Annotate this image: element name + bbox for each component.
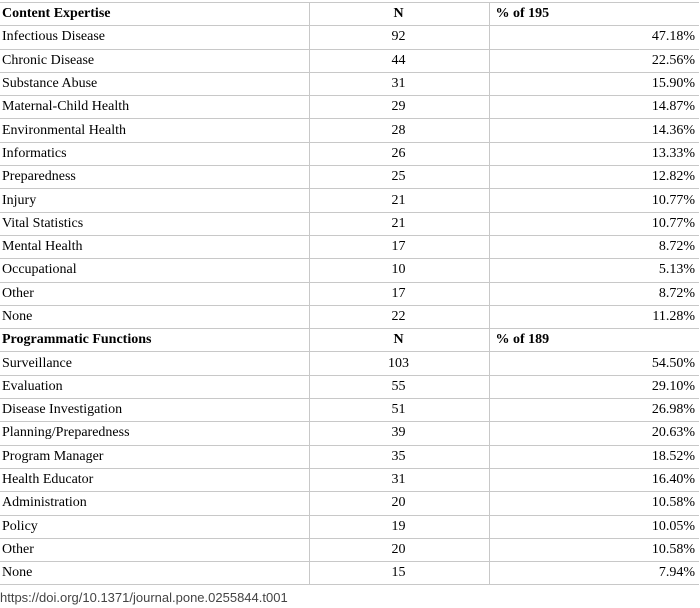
- table-row: [0, 119, 699, 142]
- row-count: 21: [309, 212, 489, 235]
- section-header-n: N: [309, 3, 489, 26]
- row-count: 39: [309, 422, 489, 445]
- row-percent: 8.72%: [489, 282, 699, 305]
- row-percent: 20.63%: [489, 422, 699, 445]
- row-label: Disease Investigation: [0, 399, 309, 422]
- row-label: Chronic Disease: [0, 49, 309, 72]
- table-body: [0, 3, 699, 585]
- row-count: 44: [309, 49, 489, 72]
- row-percent: 14.36%: [489, 119, 699, 142]
- row-count: 103: [309, 352, 489, 375]
- row-label: Program Manager: [0, 445, 309, 468]
- section-header-label: Content Expertise: [0, 3, 309, 26]
- row-percent: 5.13%: [489, 259, 699, 282]
- table-row: [0, 399, 699, 422]
- row-count: 25: [309, 166, 489, 189]
- row-percent: 10.58%: [489, 538, 699, 561]
- table-row: [0, 49, 699, 72]
- row-count: 51: [309, 399, 489, 422]
- table-row: [0, 235, 699, 258]
- row-label: Preparedness: [0, 166, 309, 189]
- table-row: [0, 96, 699, 119]
- table-row: [0, 422, 699, 445]
- row-percent: 8.72%: [489, 235, 699, 258]
- row-label: Vital Statistics: [0, 212, 309, 235]
- row-count: 28: [309, 119, 489, 142]
- row-count: 31: [309, 468, 489, 491]
- row-count: 29: [309, 96, 489, 119]
- row-label: Policy: [0, 515, 309, 538]
- row-percent: 10.77%: [489, 189, 699, 212]
- table-row: [0, 352, 699, 375]
- row-percent: 11.28%: [489, 305, 699, 328]
- row-count: 15: [309, 562, 489, 585]
- doi-link[interactable]: https://doi.org/10.1371/journal.pone.0255844.t001: [0, 590, 288, 605]
- row-label: Surveillance: [0, 352, 309, 375]
- row-count: 22: [309, 305, 489, 328]
- table-row: [0, 142, 699, 165]
- row-count: 35: [309, 445, 489, 468]
- row-count: 26: [309, 142, 489, 165]
- table-row: [0, 562, 699, 585]
- row-label: Substance Abuse: [0, 72, 309, 95]
- row-label: Other: [0, 538, 309, 561]
- table-row: [0, 166, 699, 189]
- row-label: Planning/Preparedness: [0, 422, 309, 445]
- row-percent: 54.50%: [489, 352, 699, 375]
- expertise-functions-table: [0, 2, 699, 585]
- row-label: Infectious Disease: [0, 26, 309, 49]
- row-percent: 15.90%: [489, 72, 699, 95]
- row-count: 55: [309, 375, 489, 398]
- row-label: Maternal-Child Health: [0, 96, 309, 119]
- row-percent: 12.82%: [489, 166, 699, 189]
- section-header-row: [0, 329, 699, 352]
- row-label: Other: [0, 282, 309, 305]
- row-label: None: [0, 562, 309, 585]
- table-row: [0, 305, 699, 328]
- row-count: 31: [309, 72, 489, 95]
- table-row: [0, 492, 699, 515]
- row-count: 20: [309, 492, 489, 515]
- row-percent: 10.05%: [489, 515, 699, 538]
- row-count: 92: [309, 26, 489, 49]
- table-row: [0, 26, 699, 49]
- section-header-label: Programmatic Functions: [0, 329, 309, 352]
- table-row: [0, 72, 699, 95]
- row-label: Occupational: [0, 259, 309, 282]
- row-label: Informatics: [0, 142, 309, 165]
- row-label: Administration: [0, 492, 309, 515]
- table-row: [0, 515, 699, 538]
- row-percent: 18.52%: [489, 445, 699, 468]
- row-count: 17: [309, 235, 489, 258]
- table-row: [0, 445, 699, 468]
- table-row: [0, 538, 699, 561]
- row-count: 21: [309, 189, 489, 212]
- row-label: None: [0, 305, 309, 328]
- section-header-pct: % of 195: [489, 3, 699, 26]
- table-row: [0, 375, 699, 398]
- row-count: 17: [309, 282, 489, 305]
- table-row: [0, 282, 699, 305]
- section-header-n: N: [309, 329, 489, 352]
- row-label: Health Educator: [0, 468, 309, 491]
- row-percent: 26.98%: [489, 399, 699, 422]
- row-count: 19: [309, 515, 489, 538]
- table-row: [0, 468, 699, 491]
- table-row: [0, 189, 699, 212]
- row-percent: 10.77%: [489, 212, 699, 235]
- row-percent: 10.58%: [489, 492, 699, 515]
- row-percent: 16.40%: [489, 468, 699, 491]
- row-count: 10: [309, 259, 489, 282]
- row-count: 20: [309, 538, 489, 561]
- row-label: Mental Health: [0, 235, 309, 258]
- row-label: Injury: [0, 189, 309, 212]
- row-percent: 7.94%: [489, 562, 699, 585]
- row-percent: 14.87%: [489, 96, 699, 119]
- row-percent: 22.56%: [489, 49, 699, 72]
- table-row: [0, 212, 699, 235]
- row-percent: 13.33%: [489, 142, 699, 165]
- row-label: Evaluation: [0, 375, 309, 398]
- row-percent: 29.10%: [489, 375, 699, 398]
- table-row: [0, 259, 699, 282]
- section-header-row: [0, 3, 699, 26]
- section-header-pct: % of 189: [489, 329, 699, 352]
- row-label: Environmental Health: [0, 119, 309, 142]
- row-percent: 47.18%: [489, 26, 699, 49]
